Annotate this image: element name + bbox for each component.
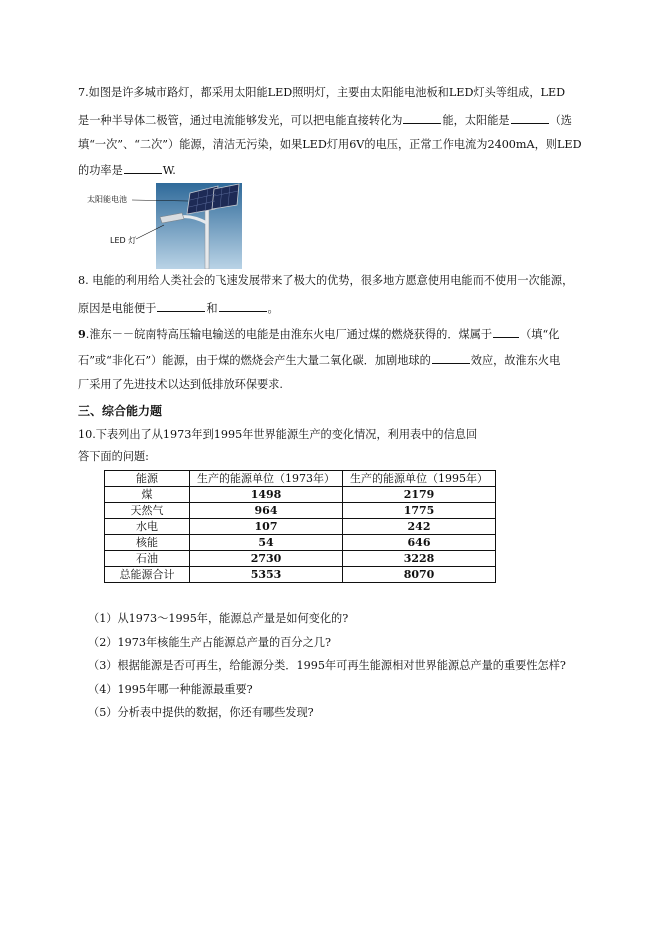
table-cell-1973: 1498 [190, 487, 343, 503]
q9-line-1 [78, 326, 559, 342]
solar-street-lamp-figure [84, 183, 244, 269]
q7-line-3: 填“一次”、“二次”）能源，清洁无污染，如果LED灯用6V的电压，正常工作电流为2400mA，则LED [78, 138, 582, 151]
q8-line-2-text-b: 和 [206, 302, 218, 315]
table-cell-1973: 2730 [190, 551, 343, 567]
q10-line-2: 答下面的问题: [78, 450, 149, 463]
table-cell-source: 天然气 [105, 503, 190, 519]
q9-number: 9 [78, 327, 86, 341]
q10-subquestion-5: （5）分析表中提供的数据，你还有哪些发现? [88, 706, 314, 719]
table-row [105, 487, 496, 503]
q8-blank-1[interactable] [157, 300, 205, 312]
table-cell-1995: 2179 [343, 487, 496, 503]
q10-subquestion-3: （3）根据能源是否可再生，给能源分类．1995年可再生能源相对世界能源总产量的重要性怎样? [88, 659, 566, 672]
q9-line-1-text-b: （填“化 [520, 328, 560, 341]
table-cell-1973: 5353 [190, 567, 343, 583]
table-cell-1995: 3228 [343, 551, 496, 567]
table-cell-1995: 8070 [343, 567, 496, 583]
q9-line-2-text-a: 石”或“非化石”）能源，由于煤的燃烧会产生大量二氧化碳．加剧地球的 [78, 354, 431, 367]
table-header-cell: 生产的能源单位（1995年） [343, 471, 496, 487]
table-header-row [105, 471, 496, 487]
q8-blank-2[interactable] [219, 300, 267, 312]
table-row [105, 503, 496, 519]
q10-line-1: 10.下表列出了从1973年到1995年世界能源生产的变化情况，利用表中的信息回 [78, 428, 478, 441]
q7-line-2-text-c: （选 [549, 114, 572, 127]
table-cell-source: 核能 [105, 535, 190, 551]
table-cell-source: 总能源合计 [105, 567, 190, 583]
table-cell-1995: 242 [343, 519, 496, 535]
figure-label-solar-panel: 太阳能电池 [87, 195, 127, 204]
energy-production-table [104, 470, 496, 583]
figure-label-led-lamp: LED 灯 [110, 236, 137, 245]
table-header-cell: 能源 [105, 471, 190, 487]
q9-line-2 [78, 352, 560, 368]
q9-blank-effect[interactable] [432, 352, 470, 364]
q7-blank-power[interactable] [124, 162, 162, 174]
q10-subquestion-4: （4）1995年哪一种能源最重要? [88, 683, 253, 696]
q8-line-2-text-a: 原因是电能便于 [78, 302, 157, 315]
q7-line-2-text-a: 是一种半导体二极管，通过电流能够发光，可以把电能直接转化为 [78, 114, 403, 127]
q9-line-3: 厂采用了先进技术以达到低排放环保要求. [78, 378, 283, 391]
q7-line-1: 7.如图是许多城市路灯，都采用太阳能LED照明灯，主要由太阳能电池板和LED灯头等组成，LED [78, 86, 566, 99]
table-cell-1973: 54 [190, 535, 343, 551]
table-cell-1995: 646 [343, 535, 496, 551]
q9-line-2-text-b: 效应，故淮东火电 [470, 354, 561, 367]
table-cell-1973: 107 [190, 519, 343, 535]
q8-line-2-text-c: 。 [267, 302, 279, 315]
q7-line-4-text-b: W. [162, 164, 176, 177]
q7-line-4 [78, 162, 176, 178]
q7-line-2 [78, 112, 572, 128]
q10-subquestion-2: （2）1973年核能生产占能源总产量的百分之几? [88, 636, 331, 649]
table-row [105, 535, 496, 551]
table-cell-source: 水电 [105, 519, 190, 535]
table-header-cell: 生产的能源单位（1973年） [190, 471, 343, 487]
table-row [105, 567, 496, 583]
q8-line-1: 8. 电能的利用给人类社会的飞速发展带来了极大的优势，很多地方愿意使用电能而不使用一次能源， [78, 274, 574, 287]
table-cell-1973: 964 [190, 503, 343, 519]
q7-blank-energy-form[interactable] [403, 112, 441, 124]
lamp-pole [205, 203, 209, 269]
q8-line-2 [78, 300, 279, 316]
table-row [105, 519, 496, 535]
table-cell-source: 石油 [105, 551, 190, 567]
table-cell-1995: 1775 [343, 503, 496, 519]
q7-blank-energy-type[interactable] [511, 112, 549, 124]
q10-subquestion-1: （1）从1973～1995年，能源总产量是如何变化的? [88, 612, 349, 625]
section-3-title: 三、综合能力题 [78, 404, 163, 418]
table-row [105, 551, 496, 567]
q7-line-2-text-b: 能，太阳能是 [442, 114, 510, 127]
q9-blank-fuel-type[interactable] [493, 326, 519, 338]
q9-line-1-text-a: .淮东－－皖南特高压输电输送的电能是由淮东火电厂通过煤的燃烧获得的．煤属于 [85, 328, 493, 341]
q7-line-4-text-a: 的功率是 [78, 164, 123, 177]
table-cell-source: 煤 [105, 487, 190, 503]
